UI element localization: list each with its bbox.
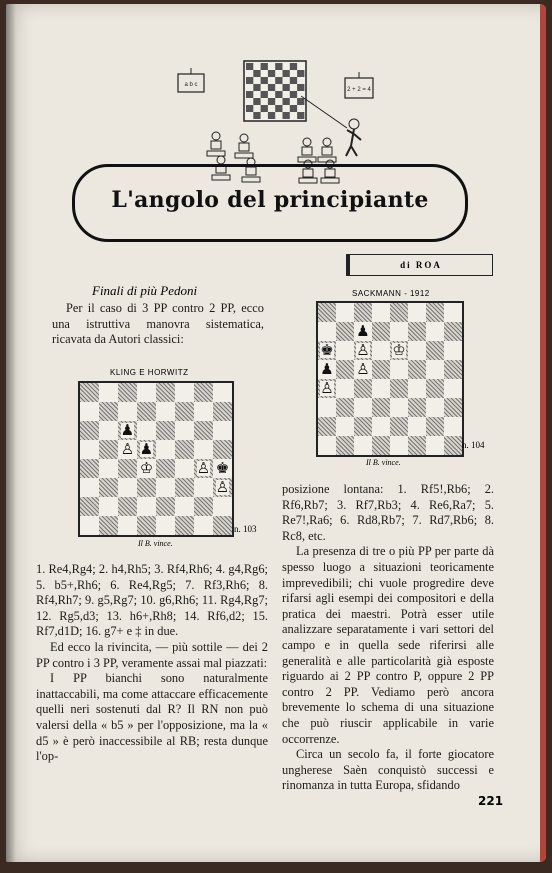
board-square-d8: [137, 383, 156, 402]
board-square-b8: [99, 383, 118, 402]
diagram-103-caption: KLING E HORWITZ: [110, 368, 189, 377]
mini-board-square: [261, 91, 268, 98]
mini-board-square: [297, 84, 304, 91]
board-square-h2: [213, 497, 232, 516]
right-column-body: [282, 482, 494, 794]
board-square-d2: [137, 497, 156, 516]
board-square-c1: [118, 516, 137, 535]
board-square-c6: [118, 421, 137, 440]
board-square-b6: [99, 421, 118, 440]
board-square-g2: [194, 497, 213, 516]
board-square-e3: [156, 478, 175, 497]
chess-piece-e6: ♔: [392, 341, 406, 359]
board-square-g3: [426, 398, 444, 417]
board-square-e2: [390, 417, 408, 436]
board-square-h1: [444, 436, 462, 455]
chess-piece-d5: ♟: [139, 440, 154, 458]
mini-board-square: [290, 91, 297, 98]
board-square-c8: [118, 383, 137, 402]
board-square-h4: [213, 459, 232, 478]
board-square-f6: [408, 341, 426, 360]
board-square-e5: [156, 440, 175, 459]
board-square-a4: [318, 379, 336, 398]
board-square-g3: [194, 478, 213, 497]
board-square-a6: [80, 421, 99, 440]
chess-piece-c6: ♙: [356, 341, 370, 359]
board-square-f2: [408, 417, 426, 436]
mini-board-square: [283, 70, 290, 77]
board-square-f4: [408, 379, 426, 398]
diagram-104-number: n. 104: [462, 440, 485, 450]
board-square-h8: [213, 383, 232, 402]
board-square-e6: [390, 341, 408, 360]
chess-piece-c5: ♙: [120, 440, 135, 458]
moves-paragraph: 1. Re4,Rg4; 2. h4,Rh5; 3. Rf4,Rh6; 4. g4,Rg6; 5. b5+,Rh6; 6. Re4,Rg5; 7. Rf3,Rh6; 8. Rf4,Rh7; 9. g5,Rg7; 10. g6,Rh6; 11. Rg4,Rg7; 12. Rg5,d3; 13. h6+,Rh8; 14. Rf6,d2; 15. Rf7,d1D; 16. g7+ e ‡ in due.: [36, 562, 268, 639]
board-square-e2: [156, 497, 175, 516]
board-square-c7: [354, 322, 372, 341]
board-square-g6: [194, 421, 213, 440]
board-square-g7: [194, 402, 213, 421]
board-square-d2: [372, 417, 390, 436]
board-square-a6: [318, 341, 336, 360]
board-square-c5: [118, 440, 137, 459]
mini-board-square: [275, 77, 282, 84]
board-square-e1: [390, 436, 408, 455]
page-spine-shadow: [6, 4, 16, 862]
board-square-e3: [390, 398, 408, 417]
board-square-b6: [336, 341, 354, 360]
board-square-g5: [194, 440, 213, 459]
board-square-f4: [175, 459, 194, 478]
mini-board-square: [275, 63, 282, 70]
mini-board-square: [297, 112, 304, 119]
board-square-b2: [336, 417, 354, 436]
board-square-a1: [80, 516, 99, 535]
mini-board-square: [290, 63, 297, 70]
board-square-d5: [137, 440, 156, 459]
mini-board-square: [268, 70, 275, 77]
board-square-a8: [318, 303, 336, 322]
board-square-f8: [408, 303, 426, 322]
sign-right-text: 2 + 2 = 4: [347, 87, 371, 93]
board-square-d3: [137, 478, 156, 497]
opposizione-paragraph: posizione lontana: 1. Rf5!,Rb6; 2. Rf6,Rb7; 3. Rf7,Rb3; 4. Re6,Ra7; 5. Re7!,Ra6; 6. Rd8,Rb7; 7. Rd7,Rb6; 8. Rc8, etc.: [282, 482, 494, 543]
board-square-c1: [354, 436, 372, 455]
mini-board-square: [283, 112, 290, 119]
board-square-g4: [194, 459, 213, 478]
mini-board-square: [253, 84, 260, 91]
board-square-a1: [318, 436, 336, 455]
chess-piece-c6: ♟: [120, 421, 135, 439]
mini-board-square: [268, 84, 275, 91]
board-square-g8: [426, 303, 444, 322]
board-square-a4: [80, 459, 99, 478]
sign-left-text: a b c: [184, 82, 198, 88]
author-byline: di ROA: [346, 254, 493, 276]
board-square-a3: [80, 478, 99, 497]
board-square-h3: [444, 398, 462, 417]
presenza-paragraph: La presenza di tre o più PP per parte dà spesso luogo a situazioni teoricamente imprevedibili; chi vuole progredire deve rifarsi agli esempi dei compositori e della pratica dei maestri. Potrà esser utile analizzare separatamente i vari settori del campo e in quella sede riferirsi alle generalità e alle particolarità già esposte riguardo ai 2 PP contro P, oppure 2 PP contro 2 PP. Vediamo però ancora brevemente lo schema di una situazione che può riuscir applicabile in varie occorrenze.: [282, 544, 494, 746]
board-square-a5: [80, 440, 99, 459]
section-heading: Finali di più Pedoni: [92, 283, 198, 298]
mini-board-square: [283, 84, 290, 91]
board-square-d5: [372, 360, 390, 379]
board-square-b7: [99, 402, 118, 421]
board-square-c4: [118, 459, 137, 478]
board-square-f3: [408, 398, 426, 417]
board-square-f1: [408, 436, 426, 455]
mini-board-square: [290, 105, 297, 112]
board-square-d1: [372, 436, 390, 455]
mini-board-square: [283, 98, 290, 105]
board-square-e4: [156, 459, 175, 478]
mini-board-square: [268, 112, 275, 119]
page-number: 221: [478, 794, 504, 808]
board-square-h8: [444, 303, 462, 322]
board-square-d1: [137, 516, 156, 535]
mini-board-square: [261, 77, 268, 84]
board-square-e8: [156, 383, 175, 402]
board-square-f3: [175, 478, 194, 497]
board-square-g4: [426, 379, 444, 398]
board-square-h1: [213, 516, 232, 535]
board-square-f6: [175, 421, 194, 440]
board-square-d4: [137, 459, 156, 478]
chess-piece-a5: ♟: [320, 360, 334, 378]
board-square-f7: [408, 322, 426, 341]
mini-board-square: [268, 98, 275, 105]
diagram-104-subcaption: Il B. vince.: [366, 458, 401, 467]
left-column-intro: [52, 301, 264, 348]
board-square-f5: [175, 440, 194, 459]
board-square-b1: [99, 516, 118, 535]
chess-piece-c7: ♟: [356, 322, 370, 340]
board-square-h4: [444, 379, 462, 398]
board-square-e5: [390, 360, 408, 379]
board-square-c3: [118, 478, 137, 497]
mini-board-square: [253, 112, 260, 119]
board-square-d6: [137, 421, 156, 440]
book-page: [6, 4, 546, 862]
pp-bianchi-paragraph: I PP bianchi sono naturalmente inattaccabili, ma come attaccare efficacemente quelli neri sostenuti dal R? Il RN non può valersi della « b5 » per l'opposizione, ma la « d5 » è però inaccessibile al RB; resta dunque l'op-: [36, 671, 268, 764]
board-square-f1: [175, 516, 194, 535]
board-square-f8: [175, 383, 194, 402]
chess-piece-h4: ♚: [215, 459, 230, 477]
board-square-c8: [354, 303, 372, 322]
rivincita-paragraph: Ed ecco la rivincita, — più sottile — dei 2 PP contro i 3 PP, veramente assai mal piazzati:: [36, 639, 268, 670]
board-square-a8: [80, 383, 99, 402]
mini-board-square: [246, 63, 253, 70]
board-square-c3: [354, 398, 372, 417]
board-square-e6: [156, 421, 175, 440]
board-square-b8: [336, 303, 354, 322]
board-square-f7: [175, 402, 194, 421]
board-square-h7: [213, 402, 232, 421]
mini-board-square: [253, 98, 260, 105]
board-square-c7: [118, 402, 137, 421]
intro-paragraph: Per il caso di 3 PP contro 2 PP, ecco una istruttiva manovra sistematica, ricavata da Autori classici:: [52, 301, 264, 347]
board-square-f2: [175, 497, 194, 516]
mini-board-square: [261, 105, 268, 112]
mini-board-square: [246, 105, 253, 112]
chess-piece-c5: ♙: [356, 360, 370, 378]
board-square-e4: [390, 379, 408, 398]
board-square-g7: [426, 322, 444, 341]
board-square-h6: [213, 421, 232, 440]
board-square-g2: [426, 417, 444, 436]
left-column-body: [36, 562, 268, 765]
board-square-c6: [354, 341, 372, 360]
board-square-d3: [372, 398, 390, 417]
board-square-a2: [80, 497, 99, 516]
circa-paragraph: Circa un secolo fa, il forte giocatore ungherese Saèn conquistò successi e rinomanza in tutta Europa, sfidando: [282, 747, 494, 793]
board-square-b4: [99, 459, 118, 478]
mini-board-square: [246, 91, 253, 98]
chess-piece-h3: ♙: [215, 478, 230, 496]
diagram-103-subcaption: Il B. vince.: [138, 539, 173, 548]
board-square-b7: [336, 322, 354, 341]
board-square-e8: [390, 303, 408, 322]
board-square-c5: [354, 360, 372, 379]
mini-board-square: [261, 63, 268, 70]
board-square-d7: [372, 322, 390, 341]
board-square-b1: [336, 436, 354, 455]
board-square-f5: [408, 360, 426, 379]
board-square-a3: [318, 398, 336, 417]
chess-piece-d4: ♔: [139, 459, 154, 477]
board-square-g5: [426, 360, 444, 379]
mini-board-square: [275, 91, 282, 98]
board-square-g1: [194, 516, 213, 535]
board-square-d8: [372, 303, 390, 322]
board-square-b2: [99, 497, 118, 516]
board-square-g8: [194, 383, 213, 402]
mini-board-square: [290, 77, 297, 84]
board-square-b5: [336, 360, 354, 379]
mini-board-square: [246, 77, 253, 84]
board-square-e7: [156, 402, 175, 421]
mini-board-square: [297, 98, 304, 105]
board-square-c2: [118, 497, 137, 516]
board-square-e7: [390, 322, 408, 341]
board-square-b4: [336, 379, 354, 398]
diagram-104-board: [316, 301, 464, 457]
board-square-c2: [354, 417, 372, 436]
board-square-g1: [426, 436, 444, 455]
book-cover-edge: [540, 4, 546, 862]
board-square-b5: [99, 440, 118, 459]
board-square-e1: [156, 516, 175, 535]
mini-board-square: [297, 70, 304, 77]
page-title: L'angolo del principiante: [111, 187, 429, 213]
board-square-b3: [99, 478, 118, 497]
board-square-b3: [336, 398, 354, 417]
board-square-a2: [318, 417, 336, 436]
board-square-a7: [318, 322, 336, 341]
chess-piece-g4: ♙: [196, 459, 211, 477]
mini-board-square: [275, 105, 282, 112]
board-square-d4: [372, 379, 390, 398]
board-square-h7: [444, 322, 462, 341]
board-square-g6: [426, 341, 444, 360]
diagram-104-caption: SACKMANN - 1912: [352, 289, 430, 298]
board-square-h6: [444, 341, 462, 360]
board-square-h3: [213, 478, 232, 497]
diagram-103-number: n. 103: [234, 524, 257, 534]
board-square-c4: [354, 379, 372, 398]
board-square-h2: [444, 417, 462, 436]
board-square-a7: [80, 402, 99, 421]
mini-board-square: [253, 70, 260, 77]
board-square-h5: [213, 440, 232, 459]
diagram-103-board: [78, 381, 234, 537]
chess-piece-a6: ♚: [320, 341, 334, 359]
chess-piece-a4: ♙: [320, 379, 334, 397]
board-square-d7: [137, 402, 156, 421]
board-square-a5: [318, 360, 336, 379]
board-square-h5: [444, 360, 462, 379]
board-square-d6: [372, 341, 390, 360]
